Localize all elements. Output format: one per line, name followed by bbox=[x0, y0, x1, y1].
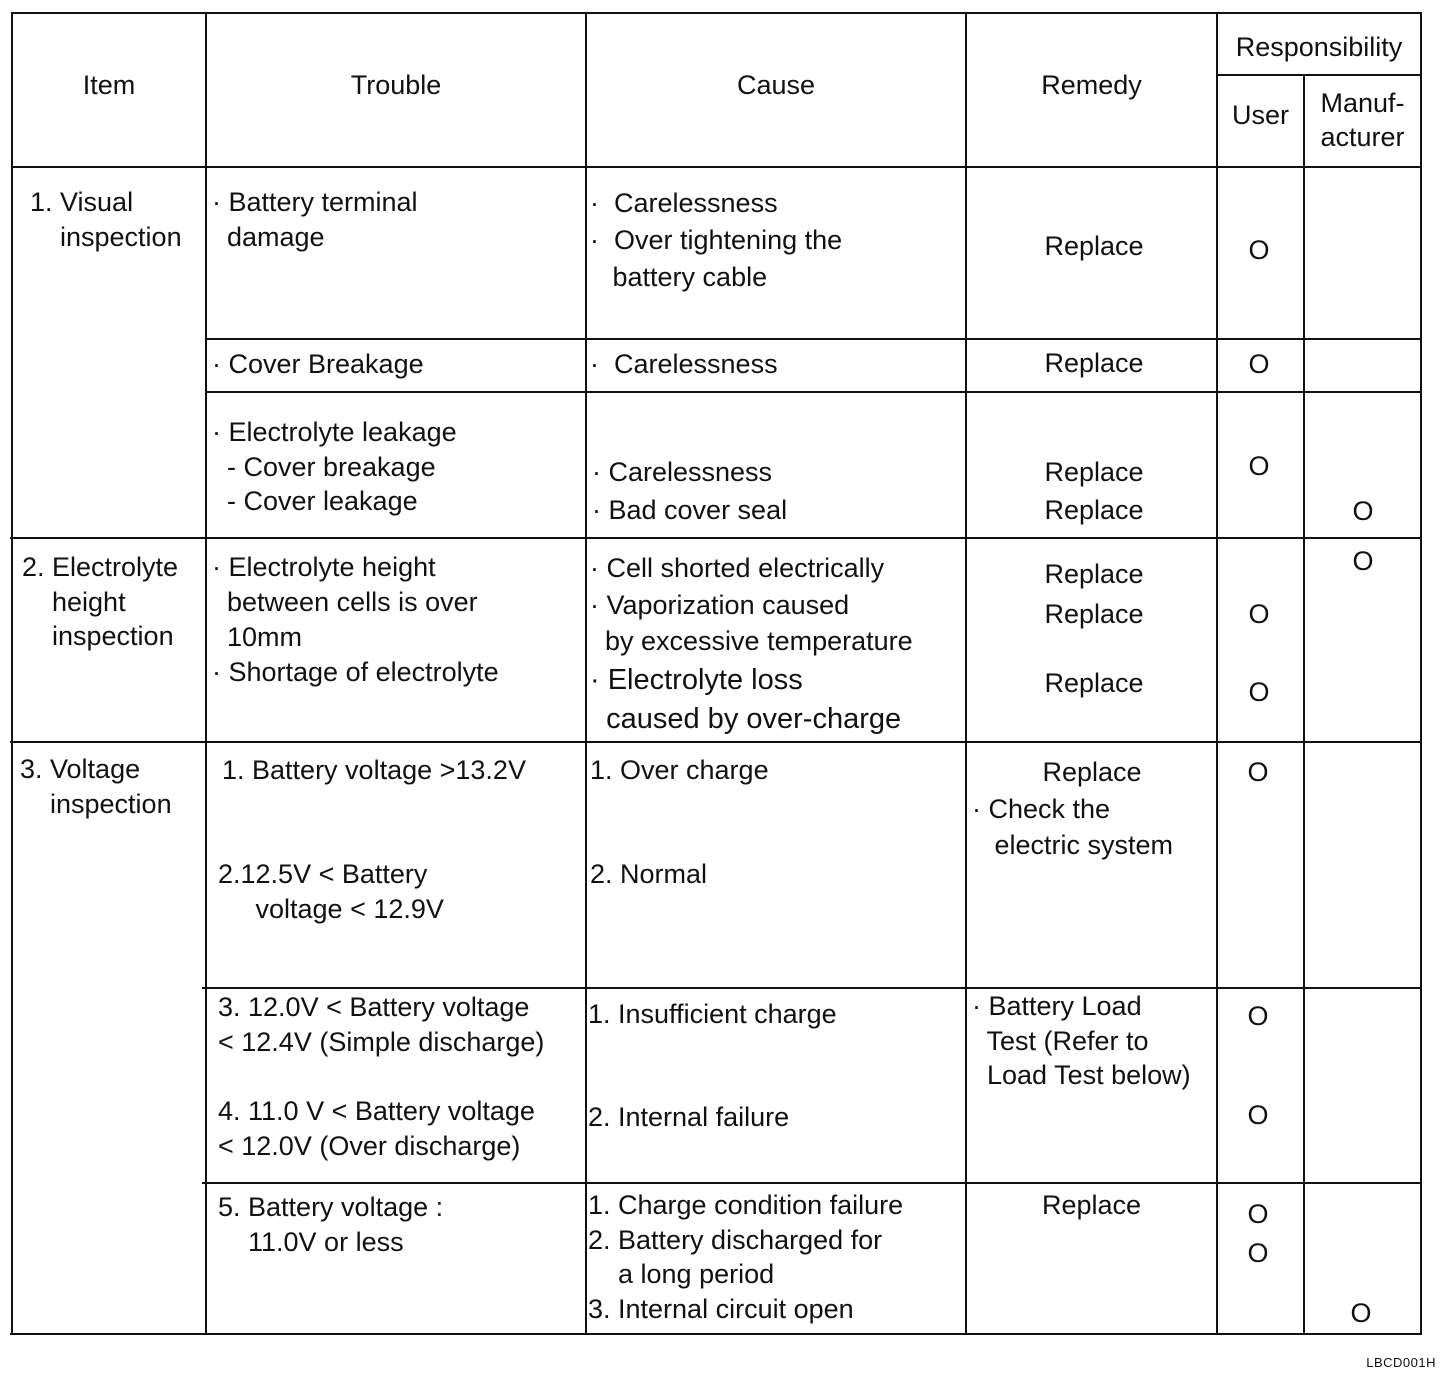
cause-cell-shorted: · Cell shorted electrically · Vaporization caused by excessive temperature bbox=[590, 553, 913, 656]
rule-bottom bbox=[10, 1333, 1422, 1335]
rule-left bbox=[11, 12, 13, 1335]
remedy-r4-b: Replace bbox=[1044, 599, 1144, 629]
header-manufacturer: Manuf- acturer bbox=[1320, 88, 1405, 152]
rule-row2 bbox=[206, 391, 1422, 393]
cause-terminal-damage: · Carelessness · Over tightening the battery cable bbox=[590, 188, 843, 292]
trouble-cover-breakage: · Cover Breakage bbox=[212, 349, 424, 379]
user-mark-r6-a: O bbox=[1247, 1001, 1269, 1031]
trouble-simple-discharge: 3. 12.0V < Battery voltage < 12.4V (Simple discharge) bbox=[218, 992, 545, 1057]
user-mark-r7-a: O bbox=[1247, 1199, 1269, 1229]
rule-row5 bbox=[202, 987, 1422, 989]
cause-internal-failure: 2. Internal failure bbox=[588, 1102, 790, 1132]
rule-user-manufacturer bbox=[1303, 75, 1305, 1335]
remedy-cover-breakage: Replace bbox=[1044, 348, 1144, 378]
header-trouble: Trouble bbox=[350, 70, 442, 100]
cause-over-charge: 1. Over charge bbox=[590, 755, 769, 785]
item-electrolyte-height: 2. Electrolyte height inspection bbox=[22, 552, 179, 651]
rule-row6 bbox=[202, 1182, 1422, 1184]
manufacturer-mark-r7: O bbox=[1350, 1298, 1372, 1328]
remedy-check-electric-system: · Check the electric system bbox=[972, 794, 1174, 860]
trouble-over-discharge: 4. 11.0 V < Battery voltage < 12.0V (Over discharge) bbox=[218, 1096, 535, 1161]
cause-insufficient-charge: 1. Insufficient charge bbox=[588, 999, 837, 1029]
rule-row3 bbox=[10, 537, 1422, 539]
cause-cover-breakage: · Carelessness bbox=[590, 349, 778, 379]
trouble-terminal-damage: · Battery terminal damage bbox=[212, 187, 418, 252]
remedy-r4-a: Replace bbox=[1044, 559, 1144, 589]
rule-row4 bbox=[10, 741, 1422, 743]
trouble-voltage-normal: 2.12.5V < Battery voltage < 12.9V bbox=[218, 859, 444, 924]
cause-electrolyte-loss: · Electrolyte loss caused by over-charge bbox=[590, 664, 902, 735]
cause-electrolyte-leakage: · Carelessness · Bad cover seal bbox=[592, 457, 788, 525]
header-responsibility: Responsibility bbox=[1235, 32, 1403, 62]
remedy-r7-replace: Replace bbox=[1041, 1190, 1142, 1220]
trouble-electrolyte-height: · Electrolyte height between cells is over 10mm · Shortage of electrolyte bbox=[212, 552, 499, 687]
header-remedy: Remedy bbox=[1041, 70, 1142, 100]
manufacturer-mark-r4: O bbox=[1352, 546, 1374, 576]
user-mark-r1: O bbox=[1248, 235, 1270, 265]
user-mark-r5: O bbox=[1247, 757, 1269, 787]
user-mark-r4-a: O bbox=[1248, 599, 1270, 629]
rule-trouble-cause bbox=[585, 12, 587, 1335]
rule-header-bottom bbox=[12, 166, 1422, 168]
rule-item-trouble bbox=[205, 12, 207, 1335]
item-voltage-inspection: 3. Voltage inspection bbox=[20, 754, 172, 819]
trouble-voltage-low: 5. Battery voltage : 11.0V or less bbox=[218, 1192, 444, 1257]
trouble-voltage-over: 1. Battery voltage >13.2V bbox=[222, 755, 526, 785]
remedy-battery-load-test: · Battery Load Test (Refer to Load Test below) bbox=[972, 991, 1191, 1090]
remedy-r5-replace: Replace bbox=[1042, 757, 1142, 787]
user-mark-r2: O bbox=[1248, 349, 1270, 379]
rule-row1 bbox=[206, 338, 1422, 340]
figure-code: LBCD001H bbox=[1366, 1355, 1436, 1370]
user-mark-r6-b: O bbox=[1247, 1100, 1269, 1130]
rule-right bbox=[1420, 12, 1422, 1335]
remedy-r4-c: Replace bbox=[1044, 668, 1144, 698]
cause-normal: 2. Normal bbox=[590, 859, 708, 889]
remedy-terminal-damage: Replace bbox=[1044, 231, 1144, 261]
user-mark-r4-b: O bbox=[1248, 677, 1270, 707]
header-item: Item bbox=[82, 70, 136, 100]
user-mark-r7-b: O bbox=[1247, 1238, 1269, 1268]
remedy-electrolyte-leakage: Replace Replace bbox=[1044, 457, 1144, 525]
item-visual-inspection: 1. Visual inspection bbox=[30, 187, 182, 252]
header-cause: Cause bbox=[736, 70, 816, 100]
user-mark-r3: O bbox=[1248, 451, 1270, 481]
rule-responsibility bbox=[1218, 74, 1422, 76]
header-user: User bbox=[1231, 100, 1289, 130]
trouble-electrolyte-leakage: · Electrolyte leakage - Cover breakage - Cover leakage bbox=[212, 417, 457, 516]
cause-r7-list: 1. Charge condition failure 2. Battery discharged for a long period 3. Internal circuit open bbox=[588, 1190, 904, 1324]
rule-top bbox=[12, 12, 1422, 14]
manufacturer-mark-r3: O bbox=[1352, 496, 1374, 526]
